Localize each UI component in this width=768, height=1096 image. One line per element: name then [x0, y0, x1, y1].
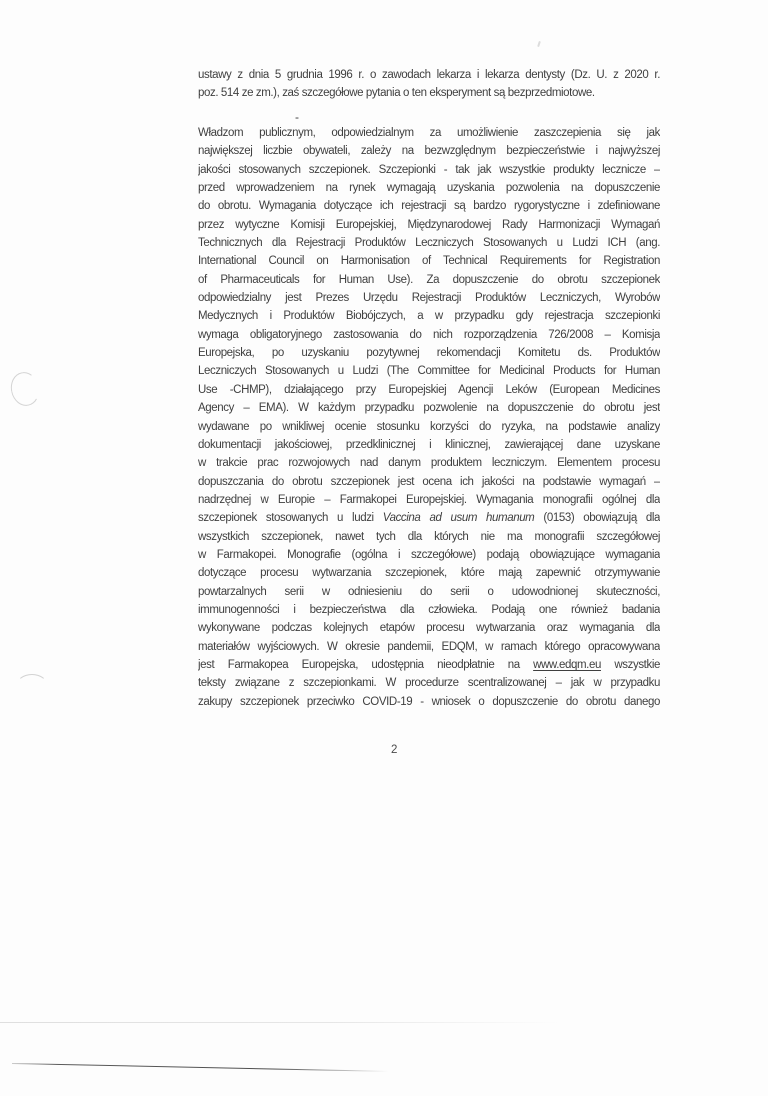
text-line: Technicznych dla Rejestracji Produktów Leczniczych Stosowanych u Ludzi ICH (ang.	[198, 237, 660, 250]
text-line: Władzom publicznym, odpowiedzialnym za umożliwienie zaszczepienia się jak	[198, 127, 660, 139]
text-line: zakupy szczepionek przeciwko COVID-19 - wniosek o dopuszczenie do obrotu danego	[198, 695, 660, 708]
text-line: dokumentacji jakościowej, przedklinicznej i klinicznej, zawierającej dane uzyskane	[198, 438, 660, 451]
text-line: największej liczbie obywateli, zależy na bezwzględnym bezpieczeństwie i najwyższej	[198, 145, 660, 158]
scan-stray-line	[12, 1063, 388, 1072]
text-line: materiałów wyjściowych. W okresie pandemii, EDQM, w ramach którego opracowywana	[198, 640, 660, 653]
text-line: ustawy z dnia 5 grudnia 1996 r. o zawodach lekarza i lekarza dentysty (Dz. U. z 2020 r.	[198, 69, 660, 81]
text-line: Medycznych i Produktów Biobójczych, a w przypadku gdy rejestracja szczepionki	[198, 310, 660, 323]
text-line: poz. 514 ze zm.), zaś szczegółowe pytania o ten eksperyment są bezprzedmiotowe.	[198, 87, 595, 100]
text-line: do obrotu. Wymagania dotyczące ich rejestracji są bardzo rygorystyczne i zdefiniowane	[198, 200, 660, 213]
text-line: Agency – EMA). W każdym przypadku pozwolenie na dopuszczenie do obrotu jest	[198, 402, 660, 415]
scan-circle-artifact	[8, 369, 42, 408]
text-line: International Council on Harmonisation of Technical Requirements for Registration	[198, 255, 660, 268]
text-line: wymaga obligatoryjnego zastosowania do nich rozporządzenia 726/2008 – Komisja	[198, 328, 660, 341]
text-line: w trakcie prac rozwojowych nad danym produktem leczniczym. Elementem procesu	[198, 457, 660, 470]
scan-arc-artifact	[16, 674, 48, 698]
text-line: Use -CHMP), działającego przy Europejskiej Agencji Leków (European Medicines	[198, 383, 660, 396]
text-line: jakości stosowanych szczepionek. Szczepionki - tak jak wszystkie produkty lecznicze –	[198, 163, 660, 176]
text-line: jest Farmakopea Europejska, udostępnia nieodpłatnie na www.edqm.eu wszystkie	[198, 658, 660, 671]
text-line: w Farmakopei. Monografie (ogólna i szczegółowe) podają obowiązujące wymagania	[198, 548, 660, 561]
text-line: szczepionek stosowanych u ludzi Vaccina ad usum humanum (0153) obowiązują dla	[198, 512, 660, 525]
scan-faint-line	[0, 1022, 560, 1023]
text-line: immunogenności i bezpieczeństwa dla człowieka. Podają one również badania	[198, 603, 660, 616]
paragraph-intro	[198, 66, 660, 103]
text-line: teksty związane z szczepionkami. W procedurze scentralizowanej – jak w przypadku	[198, 677, 660, 690]
text-line: dopuszczania do obrotu szczepionek jest ocena ich jakości na podstawie wymagań –	[198, 475, 660, 488]
page-number: 2	[391, 744, 398, 756]
separator-dash: -	[295, 110, 299, 124]
text-line: przez wytyczne Komisji Europejskiej, Międzynarodowej Rady Harmonizacji Wymagań	[198, 218, 660, 231]
text-line: wykonywane podczas kolejnych etapów procesu wytwarzania oraz wymagania dla	[198, 622, 660, 635]
text-line: wszystkich szczepionek, nawet tych dla których nie ma monografii szczegółowej	[198, 530, 660, 543]
text-line: of Pharmaceuticals for Human Use). Za dopuszczenie do obrotu szczepionek	[198, 273, 660, 286]
text-line: Europejska, po uzyskaniu pozytywnej rekomendacji Komitetu ds. Produktów	[198, 347, 660, 360]
text-line: Leczniczych Stosowanych u Ludzi (The Committee for Medicinal Products for Human	[198, 365, 660, 378]
text-line: dotyczące procesu wytwarzania szczepionek, które mają zapewnić otrzymywanie	[198, 567, 660, 580]
paragraph-main	[198, 124, 660, 711]
text-line: odpowiedzialny jest Prezes Urzędu Rejestracji Produktów Leczniczych, Wyrobów	[198, 292, 660, 305]
text-line: przed wprowadzeniem na rynek wymagają uzyskania pozwolenia na dopuszczenie	[198, 182, 660, 195]
scan-speck-artifact	[537, 41, 541, 47]
text-line: wydawane po wnikliwej ocenie stosunku korzyści do ryzyka, na podstawie analizy	[198, 420, 660, 433]
text-line: powtarzalnych serii w odniesieniu do serii o udowodnionej skuteczności,	[198, 585, 660, 598]
text-line: nadrzędnej w Europie – Farmakopei Europejskiej. Wymagania monografii ogólnej dla	[198, 493, 660, 506]
